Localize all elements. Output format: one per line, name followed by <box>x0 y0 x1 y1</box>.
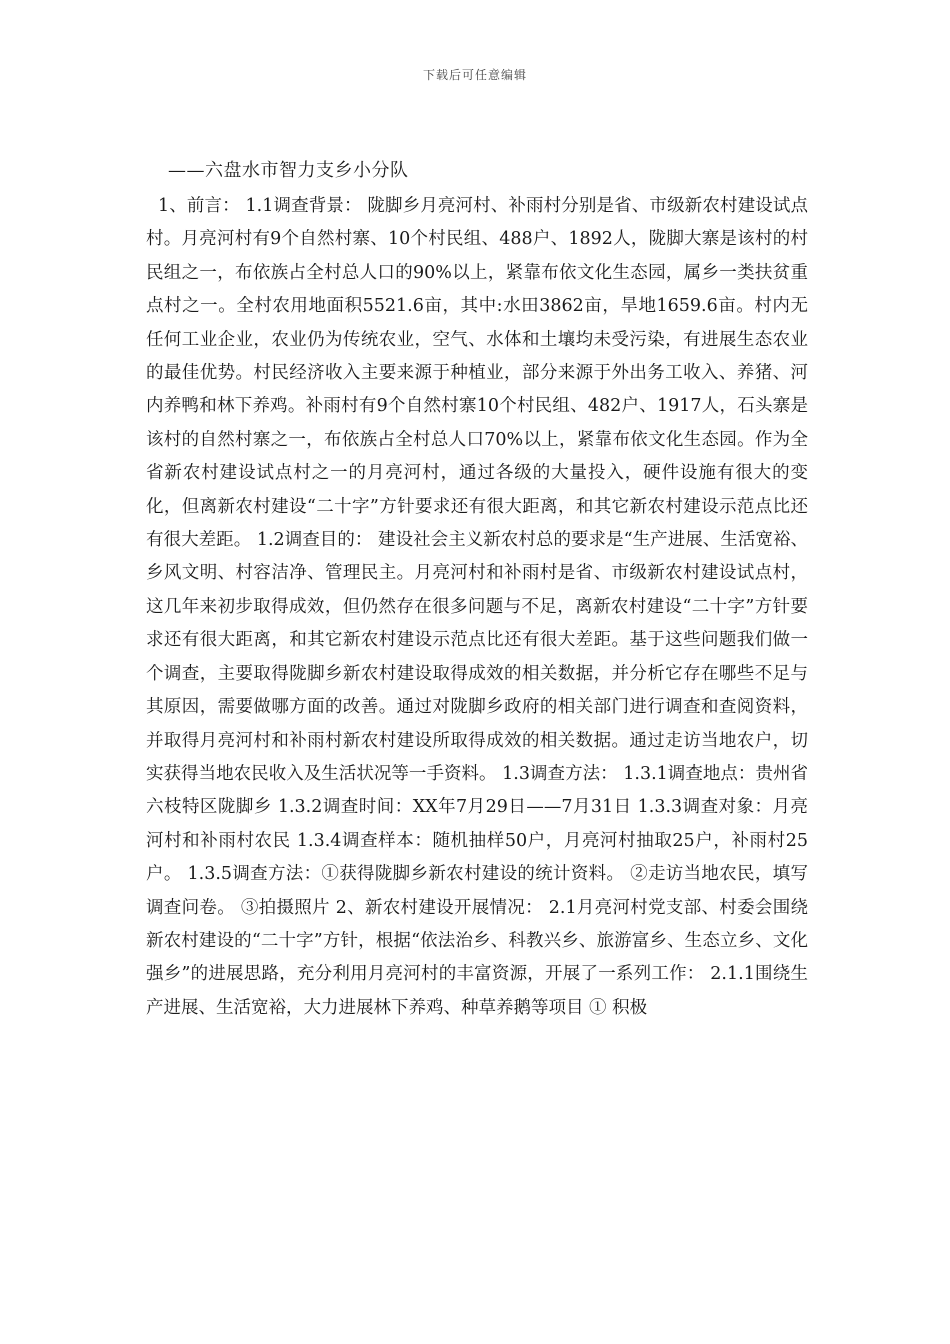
body-paragraph: 1、前言： 1.1调查背景： 陇脚乡月亮河村、补雨村分别是省、市级新农村建设试点村。月亮河村有9个自然村寨、10个村民组、488户、1892人，陇脚大寨是该村的村民组之一，布依族占全村总人口的90%以上，紧靠布依文化生态园，属乡一类扶贫重点村之一。全村农用地面积5521.6亩，其中:水田3862亩，旱地1659.6亩。村内无任何工业企业，农业仍为传统农业，空气、水体和土壤均未受污染，有进展生态农业的最佳优势。村民经济收入主要来源于种植业，部分来源于外出务工收入、养猪、河内养鸭和林下养鸡。补雨村有9个自然村寨10个村民组、482户、1917人，石头寨是该村的自然村寨之一，布依族占全村总人口70%以上，紧靠布依文化生态园。作为全省新农村建设试点村之一的月亮河村，通过各级的大量投入，硬件设施有很大的变化，但离新农村建设“二十字”方针要求还有很大距离，和其它新农村建设示范点比还有很大差距。 1.2调查目的： 建设社会主义新农村总的要求是“生产进展、生活宽裕、乡风文明、村容洁净、管理民主。月亮河村和补雨村是省、市级新农村建设试点村，这几年来初步取得成效，但仍然存在很多问题与不足，离新农村建设“二十字”方针要求还有很大距离，和其它新农村建设示范点比还有很大差距。基于这些问题我们做一个调查，主要取得陇脚乡新农村建设取得成效的相关数据，并分析它存在哪些不足与其原因，需要做哪方面的改善。通过对陇脚乡政府的相关部门进行调查和查阅资料，并取得月亮河村和补雨村新农村建设所取得成效的相关数据。通过走访当地农户，切实获得当地农民收入及生活状况等一手资料。 1.3调查方法： 1.3.1调查地点：贵州省六枝特区陇脚乡 1.3.2调查时间：XX年7月29日——7月31日 1.3.3调查对象：月亮河村和补雨村农民 1.3.4调查样本：随机抽样50户，月亮河村抽取25户，补雨村25户。 1.3.5调查方法：①获得陇脚乡新农村建设的统计资料。 ②走访当地农民，填写调查问卷。 ③拍摄照片 2、新农村建设开展情况： 2.1月亮河村党支部、村委会围绕新农村建设的“二十字”方针，根据“依法治乡、科教兴乡、旅游富乡、生态立乡、文化强乡”的进展思路，充分利用月亮河村的丰富资源，开展了一系列工作： 2.1.1围绕生产进展、生活宽裕，大力进展林下养鸡、种草养鹅等项目 ① 积极 <box>146 196 808 1018</box>
body-text-block <box>146 190 808 1025</box>
page-header-note: 下载后可任意编辑 <box>422 68 527 82</box>
byline: ——六盘水市智力支乡小分队 <box>168 160 409 181</box>
